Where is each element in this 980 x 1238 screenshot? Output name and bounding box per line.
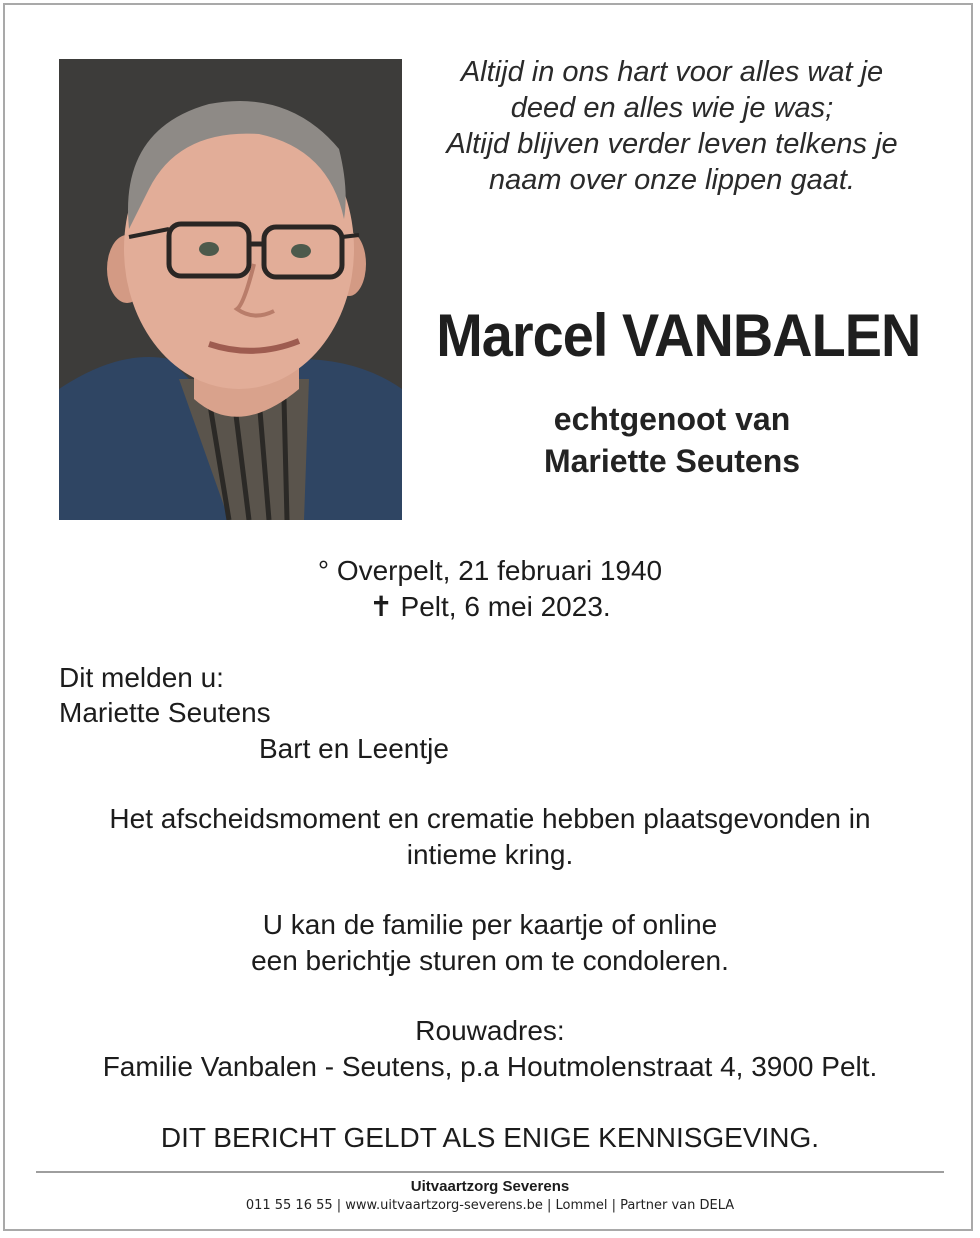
life-dates [0,553,980,625]
mourning-address [0,1013,980,1085]
poem-line: Altijd in ons hart voor alles wat je [460,56,884,88]
condolence-line: U kan de familie per kaartje of online [262,909,718,940]
announcement-label: Dit melden u: [59,662,224,693]
announcer-children: Bart en Leentje [259,733,449,764]
poem-line: Altijd blijven verder leven telkens je [446,128,898,160]
condolence-text [0,907,980,979]
footer-divider [36,1171,944,1173]
relation-label: echtgenoot van [553,401,791,437]
death-date: ✝ Pelt, 6 mei 2023. [369,591,611,622]
condolence-line: een berichtje sturen om te condoleren. [251,945,729,976]
funeral-company-name: Uitvaartzorg Severens [410,1178,570,1195]
funeral-company-contact: 011 55 16 55 | www.uitvaartzorg-severens.be | Lommel | Partner van DELA [245,1198,735,1213]
poem-line: deed en alles wie je was; [510,92,834,124]
birth-date: ° Overpelt, 21 februari 1940 [317,555,663,586]
address-label: Rouwadres: [415,1015,565,1046]
notice-text: DIT BERICHT GELDT ALS ENIGE KENNISGEVING. [160,1122,820,1153]
spouse-info [418,398,926,482]
deceased-name: Marcel VANBALEN [436,302,921,369]
ceremony-line: intieme kring. [406,839,574,870]
spouse-name: Mariette Seutens [543,443,801,479]
address-value: Familie Vanbalen - Seutens, p.a Houtmolenstraat 4, 3900 Pelt. [102,1051,878,1082]
poem-line: naam over onze lippen gaat. [489,164,855,196]
announcer-spouse: Mariette Seutens [59,697,271,728]
ceremony-text [0,801,980,873]
memorial-poem [418,54,926,198]
portrait-photo [59,59,402,520]
portrait-illustration [59,59,402,520]
ceremony-line: Het afscheidsmoment en crematie hebben plaatsgevonden in [109,803,871,834]
